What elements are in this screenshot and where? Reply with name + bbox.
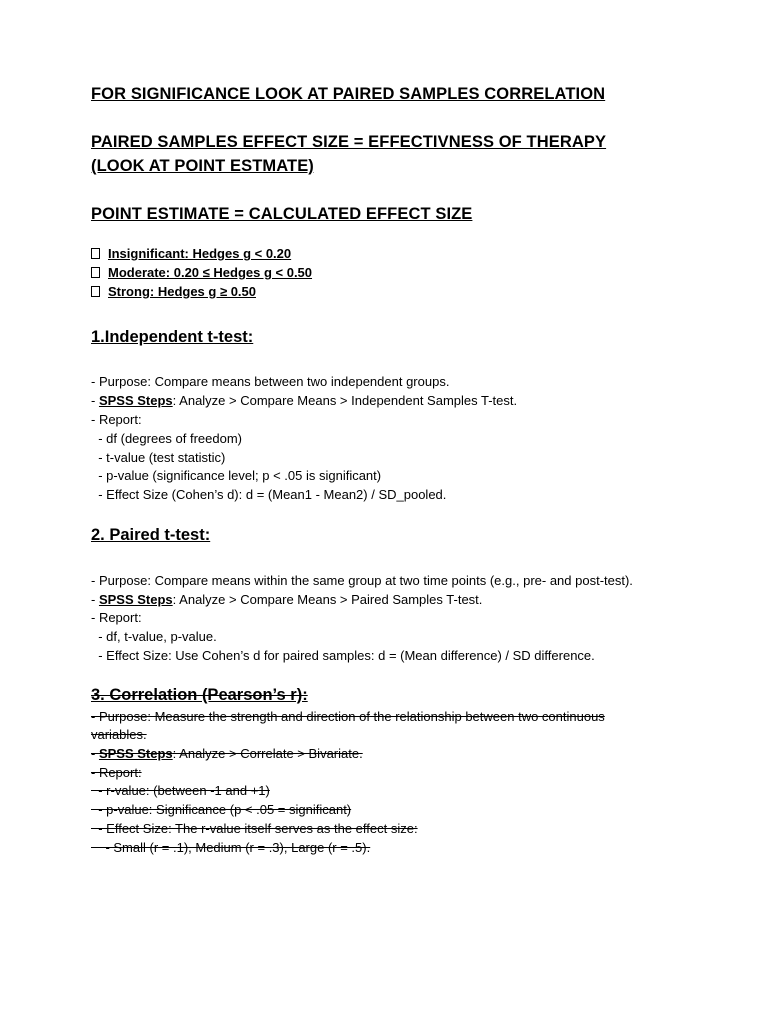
effect-size-heading-line1: PAIRED SAMPLES EFFECT SIZE = EFFECTIVNESS OF THERAPY (91, 133, 607, 151)
spss-prefix: - (91, 393, 99, 408)
spss-steps-text: : Analyze > Correlate > Bivariate. (172, 746, 363, 761)
significance-heading: FOR SIGNIFICANCE LOOK AT PAIRED SAMPLES CORRELATION (91, 85, 606, 103)
paired-report-item: - df, t-value, p-value. (91, 629, 217, 644)
spss-prefix: - (91, 592, 99, 607)
bullet-box-icon (91, 248, 100, 259)
correlation-report-item: - Effect Size: The r-value itself serves as the effect size: (91, 821, 418, 836)
bullet-moderate (91, 265, 312, 280)
spss-steps-text: : Analyze > Compare Means > Independent Samples T-test. (172, 393, 518, 408)
paired-report: - Report: (91, 610, 142, 625)
independent-report: - Report: (91, 412, 142, 427)
independent-report-item: - df (degrees of freedom) (91, 431, 243, 446)
bullet-insignificant (91, 246, 291, 261)
independent-spss-steps (91, 393, 517, 408)
bullet-strong (91, 284, 256, 299)
correlation-spss-steps (91, 746, 363, 761)
correlation-report: - Report: (91, 765, 142, 780)
bullet-insignificant-text: Insignificant: Hedges g < 0.20 (108, 246, 292, 261)
bullet-box-icon (91, 286, 100, 297)
paired-t-test-title: 2. Paired t-test: (91, 526, 211, 544)
paired-spss-steps (91, 592, 482, 607)
point-estimate-heading: POINT ESTIMATE = CALCULATED EFFECT SIZE (91, 205, 473, 223)
correlation-title: 3. Correlation (Pearson’s r): (91, 686, 308, 704)
bullet-moderate-text: Moderate: 0.20 ≤ Hedges g < 0.50 (108, 265, 313, 280)
correlation-report-item: - Small (r = .1), Medium (r = .3), Large (r = .5). (91, 840, 371, 855)
correlation-purpose-line1: - Purpose: Measure the strength and direction of the relationship between two continuous (91, 709, 605, 724)
independent-report-item: - t-value (test statistic) (91, 450, 226, 465)
bullet-strong-text: Strong: Hedges g ≥ 0.50 (108, 284, 256, 299)
spss-steps-label: SPSS Steps (98, 592, 173, 607)
spss-prefix: - (91, 746, 99, 761)
paired-purpose: - Purpose: Compare means within the same group at two time points (e.g., pre- and post-test). (91, 573, 633, 588)
independent-purpose: - Purpose: Compare means between two independent groups. (91, 374, 450, 389)
spss-steps-text: : Analyze > Compare Means > Paired Samples T-test. (172, 592, 483, 607)
bullet-box-icon (91, 267, 100, 278)
independent-t-test-title: 1.Independent t-test: (91, 328, 254, 346)
independent-report-item: - Effect Size (Cohen’s d): d = (Mean1 - Mean2) / SD_pooled. (91, 487, 447, 502)
correlation-purpose-line2: variables. (91, 727, 147, 742)
independent-report-item: - p-value (significance level; p < .05 is significant) (91, 468, 382, 483)
paired-report-item: - Effect Size: Use Cohen’s d for paired samples: d = (Mean difference) / SD difference. (91, 648, 595, 663)
correlation-report-item: - p-value: Significance (p < .05 = significant) (91, 802, 352, 817)
spss-steps-label: SPSS Steps (98, 746, 173, 761)
correlation-report-item: - r-value: (between -1 and +1) (91, 783, 270, 798)
spss-steps-label: SPSS Steps (98, 393, 173, 408)
effect-size-heading-line2: (LOOK AT POINT ESTMATE) (91, 157, 314, 175)
